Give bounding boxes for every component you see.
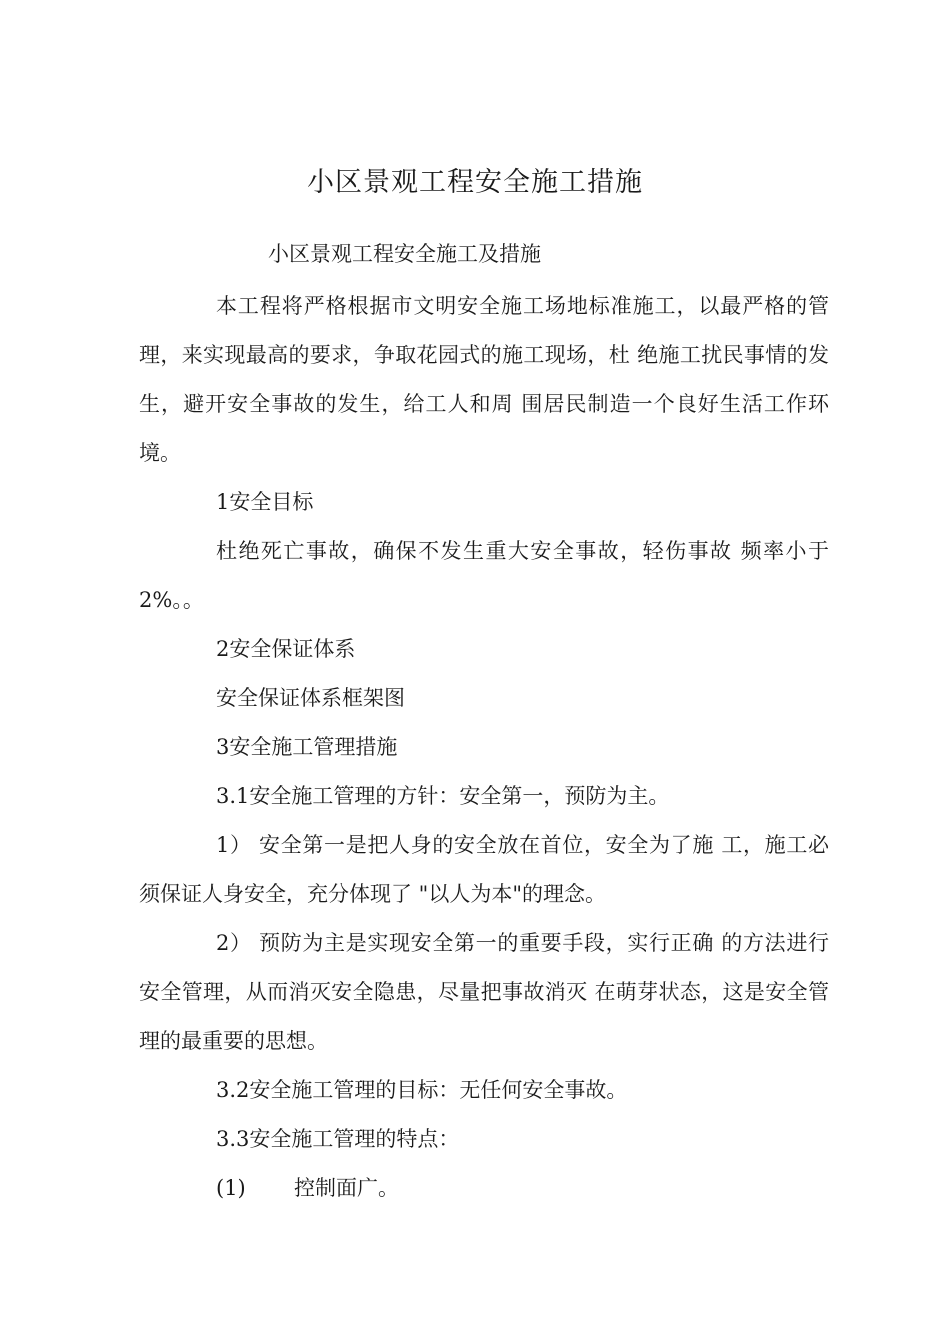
heading-management-measures: 3安全施工管理措施 <box>216 735 398 759</box>
document-subtitle: 小区景观工程安全施工及措施 <box>268 242 541 266</box>
paragraph-characteristics: 3.3安全施工管理的特点： <box>216 1127 460 1151</box>
list-item-marker: (1) <box>216 1176 246 1200</box>
paragraph-safety-goal: 杜绝死亡事故，确保不发生重大安全事故，轻伤事故 频率小于2%。。 <box>139 539 829 612</box>
paragraph-target: 3.2安全施工管理的目标：无任何安全事故。 <box>216 1078 628 1102</box>
list-item-text: 控制面广。 <box>294 1176 399 1200</box>
document-title: 小区景观工程安全施工措施 <box>307 167 643 198</box>
list-item <box>139 1164 829 1213</box>
paragraph-prevention: 2） 预防为主是实现安全第一的重要手段，实行正确 的方法进行安全管理，从而消灭安全隐患，尽量把事故消灭 在萌芽状态，这是安全管理的最重要的思想。 <box>139 931 829 1053</box>
paragraph-intro: 本工程将严格根据市文明安全施工场地标准施工，以最严格的管理，来实现最高的要求，争取花园式的施工现场，杜 绝施工扰民事情的发生，避开安全事故的发生，给工人和周 围居民制造一个良好生活工作环境。 <box>139 294 829 465</box>
heading-safety-system: 2安全保证体系 <box>216 637 356 661</box>
paragraph-safety-first: 1） 安全第一是把人身的安全放在首位，安全为了施 工，施工必须保证人身安全，充分体现了 "以人为本"的理念。 <box>139 833 829 906</box>
document-body <box>139 282 829 1213</box>
paragraph-policy: 3.1安全施工管理的方针：安全第一，预防为主。 <box>216 784 670 808</box>
heading-safety-goal: 1安全目标 <box>216 490 314 514</box>
paragraph-system-diagram: 安全保证体系框架图 <box>216 686 405 710</box>
